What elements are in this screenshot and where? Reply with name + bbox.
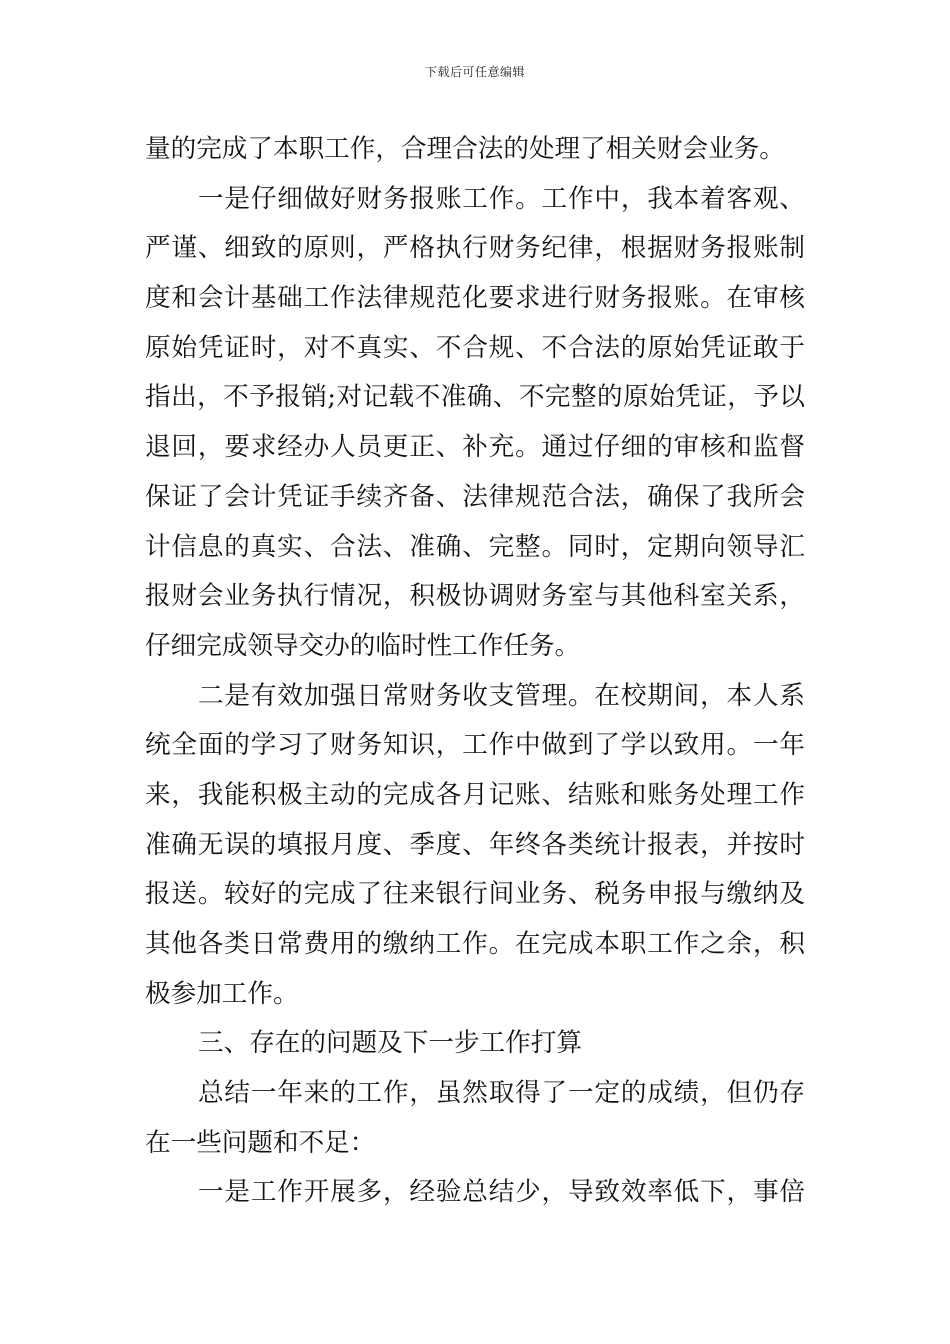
- paragraph-line: 原始凭证时，对不真实、不合规、不合法的原始凭证敢于: [145, 332, 805, 363]
- paragraph-line: 一是仔细做好财务报账工作。工作中，我本着客观、: [198, 183, 805, 214]
- paragraph-line: 总结一年来的工作，虽然取得了一定的成绩，但仍存: [198, 1078, 805, 1109]
- paragraph-line: 度和会计基础工作法律规范化要求进行财务报账。在审核: [145, 283, 805, 314]
- paragraph-line: 统全面的学习了财务知识，工作中做到了学以致用。一年: [145, 730, 805, 761]
- paragraph-line: 在一些问题和不足：: [145, 1127, 376, 1158]
- paragraph-line: 其他各类日常费用的缴纳工作。在完成本职工作之余，积: [145, 929, 805, 959]
- paragraph-line: 报财会业务执行情况，积极协调财务室与其他科室关系，: [145, 581, 805, 612]
- paragraph-line: 严谨、细致的原则，严格执行财务纪律，根据财务报账制: [145, 233, 805, 264]
- page-header: 下载后可任意编辑: [424, 65, 525, 79]
- paragraph-line: 准确无误的填报月度、季度、年终各类统计报表，并按时: [145, 829, 805, 860]
- paragraph-line: 仔细完成领导交办的临时性工作任务。: [145, 630, 581, 661]
- paragraph-line: 一是工作开展多，经验总结少，导致效率低下，事倍: [198, 1177, 805, 1208]
- paragraph-line: 报送。较好的完成了往来银行间业务、税务申报与缴纳及: [145, 879, 805, 910]
- paragraph-line: 量的完成了本职工作，合理合法的处理了相关财会业务。: [145, 134, 785, 164]
- paragraph-line: 退回，要求经办人员更正、补充。通过仔细的审核和监督: [145, 432, 805, 463]
- paragraph-line: 计信息的真实、合法、准确、完整。同时，定期向领导汇: [145, 531, 805, 562]
- paragraph-line: 指出，不予报销;对记载不准确、不完整的原始凭证，予以: [145, 382, 805, 413]
- document-body: [145, 125, 805, 1218]
- section-heading: 三、存在的问题及下一步工作打算: [198, 1028, 582, 1059]
- paragraph-line: 极参加工作。: [145, 978, 299, 1009]
- paragraph-line: 来，我能积极主动的完成各月记账、结账和账务处理工作: [145, 779, 805, 810]
- paragraph-line: 二是有效加强日常财务收支管理。在校期间，本人系: [198, 680, 805, 711]
- paragraph-line: 保证了会计凭证手续齐备、法律规范合法，确保了我所会: [145, 481, 805, 512]
